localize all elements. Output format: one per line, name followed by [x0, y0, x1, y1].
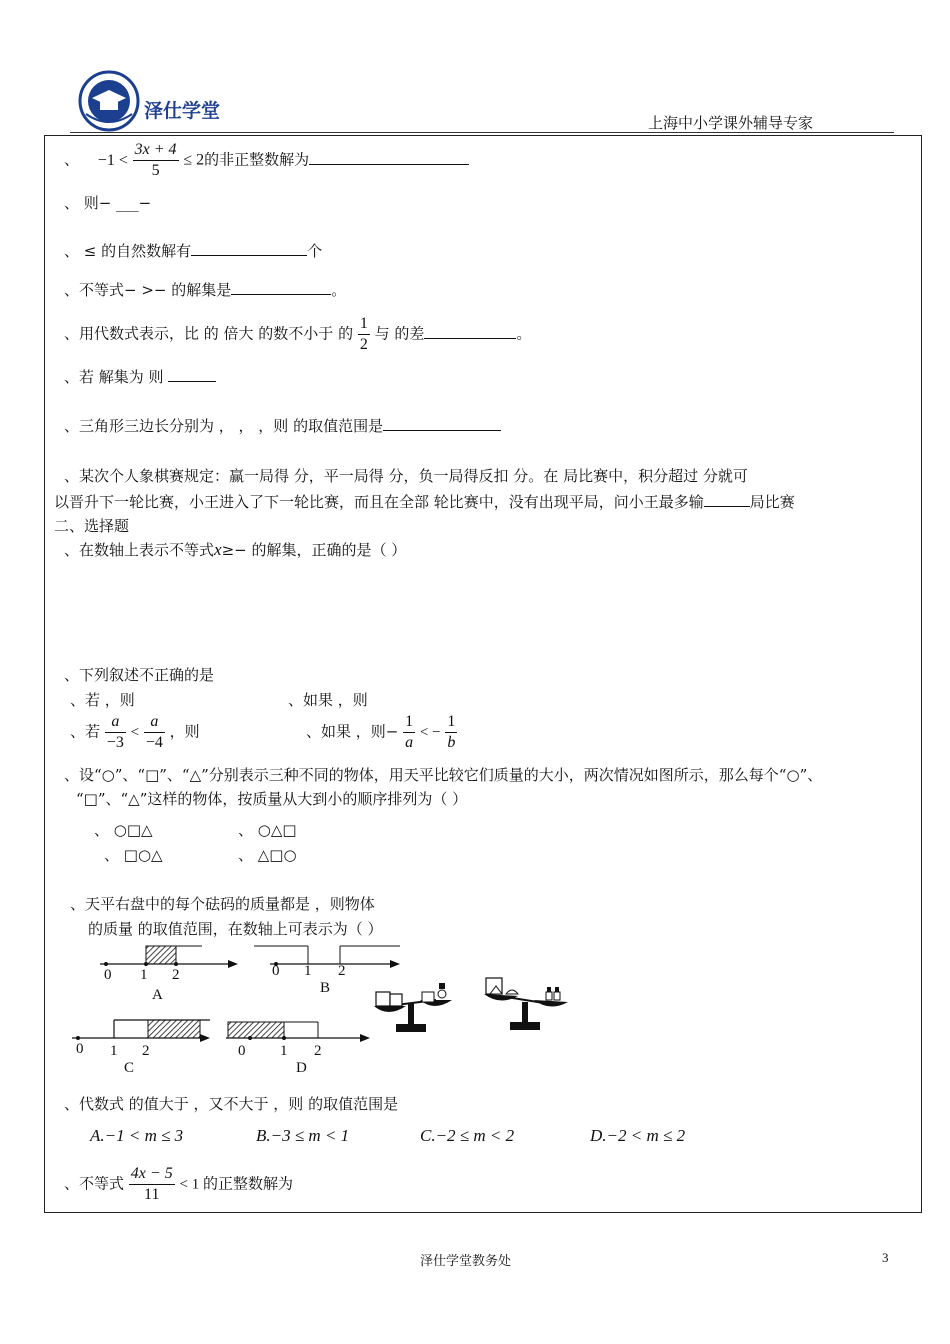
- answer-blank: [424, 338, 516, 339]
- question-8-line1: 、某次个人象棋赛规定：赢一局得 分，平一局得 分，负一局得反扣 分。在 局比赛中，积分超过 分就可: [64, 467, 748, 485]
- number-line-d: [226, 1022, 370, 1042]
- question-12-line1: 、天平右盘中的每个砝码的质量都是 ，则物体: [70, 895, 375, 913]
- answer-blank: [704, 506, 750, 507]
- question-10: 、下列叙述不正确的是: [64, 666, 215, 684]
- fraction: $\frac{a}{-4}$: [145, 713, 163, 751]
- option-a: 、 ○□△: [94, 821, 153, 839]
- question-14: 、不等式 $\frac{4x - 5}{11}$ < 1 的正整数解为: [64, 1165, 293, 1203]
- option-a: 、若 ，则: [70, 691, 135, 709]
- tick-label: 0: [272, 963, 280, 979]
- question-5: 、用代数式表示，比 的 倍大 的数不小于 的 $\frac{1}{2}$ 与 的差 。: [64, 315, 532, 353]
- tick-label: 1: [140, 967, 148, 983]
- tick-label: 0: [238, 1043, 246, 1059]
- question-11-line2: “□”、“△”这样的物体，按质量从大到小的顺序排列为（ ）: [76, 790, 468, 808]
- answer-blank: [309, 164, 469, 165]
- header-rule: [70, 132, 894, 133]
- balance-scale-1-icon: [374, 983, 452, 1032]
- option-a: A.−1 < m ≤ 3: [90, 1126, 184, 1145]
- question-6: 、若 解集为 则: [64, 366, 216, 387]
- tick-label: 2: [338, 963, 346, 979]
- figure-label: D: [296, 1060, 307, 1076]
- tick-label: 0: [104, 967, 112, 983]
- question-4: 、不等式− >− 的解集是 。: [64, 281, 347, 299]
- number-line-c: [72, 1020, 210, 1042]
- option-b: B.−3 ≤ m < 1: [256, 1126, 350, 1145]
- question-12-line2: 的质量 的取值范围，在数轴上可表示为（ ）: [88, 920, 383, 938]
- option-c: 、若 $\frac{a}{-3}$ < $\frac{a}{-4}$ ，则: [70, 713, 200, 751]
- tick-label: 0: [76, 1041, 84, 1057]
- question-8-line2: 以晋升下一轮比赛，小王进入了下一轮比赛，而且在全部 轮比赛中，没有出现平局，问小王最多输 局比赛: [54, 493, 795, 511]
- question-7: 、三角形三边长分别为 ， ， ，则 的取值范围是: [64, 415, 501, 436]
- fraction: $\frac{3x + 4}{5}$: [134, 141, 177, 179]
- fraction: $\frac{1}{b}$: [447, 713, 456, 751]
- figure-label: B: [320, 980, 331, 996]
- question-11-line1: 、设“○”、“□”、“△”分别表示三种不同的物体，用天平比较它们质量的大小，两次情况如图所示，那么每个“○”、: [64, 766, 823, 784]
- brand-name: 泽仕学堂: [144, 100, 221, 122]
- option-d: D.−2 < m ≤ 2: [590, 1126, 686, 1145]
- tick-label: 2: [142, 1043, 150, 1059]
- section-title: 二、选择题: [54, 517, 130, 535]
- figure-label: C: [124, 1060, 135, 1076]
- option-b: 、 ○△□: [238, 821, 297, 839]
- answer-blank: [231, 294, 331, 295]
- question-9: 、在数轴上表示不等式x≥− 的解集，正确的是（ ）: [64, 540, 407, 559]
- question-13: 、代数式 的值大于 ，又不大于 ，则 的取值范围是: [64, 1095, 399, 1113]
- fraction: $\frac{4x - 5}{11}$: [130, 1165, 173, 1203]
- option-b: 、如果 ，则: [288, 691, 368, 709]
- question-2: 、 则− ___−: [64, 194, 152, 212]
- fraction: $\frac{1}{2}$: [359, 315, 368, 353]
- fraction: $\frac{1}{a}$: [405, 713, 414, 751]
- tick-label: 2: [172, 967, 180, 983]
- logo: [78, 70, 140, 132]
- answer-blank: [191, 255, 307, 256]
- option-c: 、 □○△: [104, 846, 163, 864]
- number-line-a: [100, 946, 238, 968]
- option-d: 、如果 ，则− $\frac{1}{a}$ < − $\frac{1}{b}$: [306, 713, 456, 751]
- balance-scales-figure: [368, 972, 578, 1036]
- question-1: 、 −1 < $\frac{3x + 4}{5}$ ≤ 2的非正整数解为: [64, 140, 469, 181]
- option-d: 、 △□○: [238, 846, 297, 864]
- tick-label: 1: [304, 963, 312, 979]
- option-c: C.−2 ≤ m < 2: [420, 1126, 515, 1145]
- answer-blank: [168, 381, 216, 382]
- footer-text: 泽仕学堂教务处: [420, 1254, 512, 1269]
- answer-blank: [383, 430, 501, 431]
- fraction: $\frac{a}{-3}$: [106, 713, 124, 751]
- tick-label: 1: [280, 1043, 288, 1059]
- figure-label: A: [152, 987, 163, 1003]
- balance-scale-2-icon: [484, 978, 568, 1030]
- tick-label: 2: [314, 1043, 322, 1059]
- page-number: 3: [882, 1250, 889, 1265]
- header-tagline: 上海中小学课外辅导专家: [648, 114, 814, 132]
- logo-emblem-icon: [78, 70, 140, 132]
- question-3: 、 ≤ 的自然数解有 个: [64, 242, 323, 260]
- tick-label: 1: [110, 1043, 118, 1059]
